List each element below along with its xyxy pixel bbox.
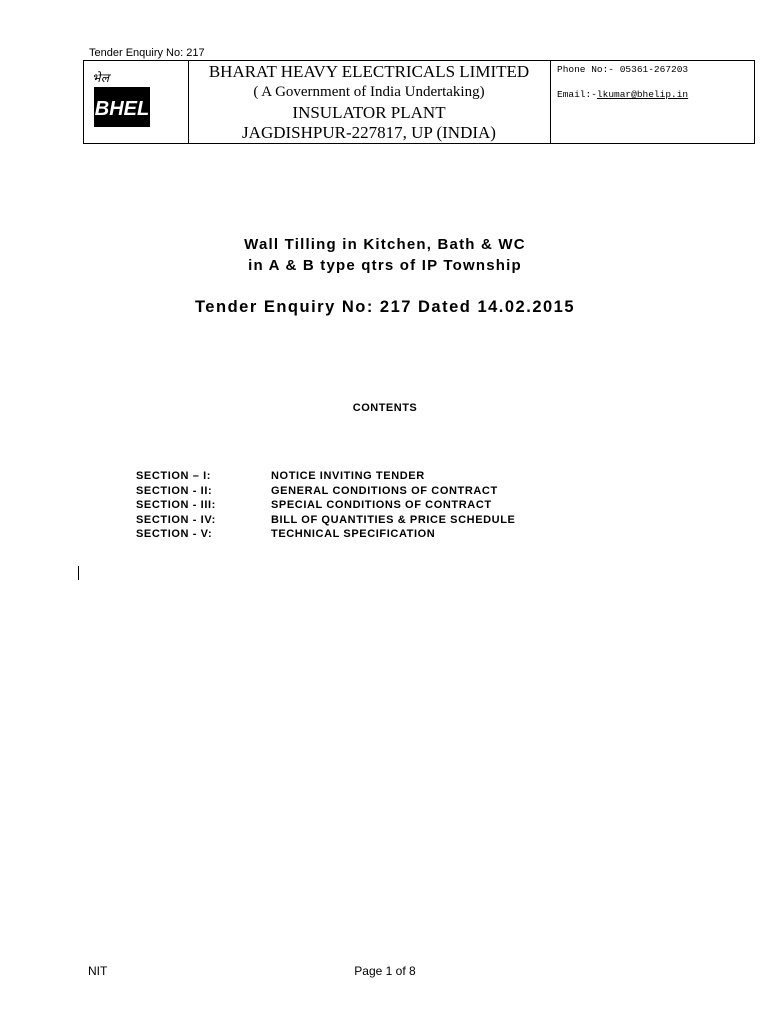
plant-address: JAGDISHPUR-227817, UP (INDIA) — [242, 123, 496, 142]
logo-cell — [84, 61, 189, 143]
section-title: TECHNICAL SPECIFICATION — [271, 528, 436, 540]
section-id: SECTION – I: — [136, 470, 212, 482]
phone-number: Phone No:- 05361-267203 — [557, 64, 689, 75]
top-tender-reference: Tender Enquiry No: 217 — [89, 47, 205, 59]
tender-enquiry-title: Tender Enquiry No: 217 Dated 14.02.2015 — [194, 298, 576, 316]
section-title: BILL OF QUANTITIES & PRICE SCHEDULE — [271, 513, 516, 526]
section-title: GENERAL CONDITIONS OF CONTRACT — [271, 484, 498, 497]
email-link[interactable]: lkumar@bhelip.in — [596, 89, 689, 100]
contents-heading: CONTENTS — [352, 402, 418, 414]
work-title-line-1: Wall Tilling in Kitchen, Bath & WC — [244, 236, 526, 253]
email-prefix: Email:- — [557, 89, 597, 100]
section-id: SECTION - V: — [136, 528, 213, 540]
plant-name: INSULATOR PLANT — [292, 103, 446, 122]
section-id: SECTION - III: — [136, 499, 216, 511]
company-title-cell — [188, 61, 551, 143]
footer-label: NIT — [88, 964, 108, 978]
undertaking-text: ( A Government of India Undertaking) — [253, 84, 485, 100]
contact-cell — [550, 61, 754, 143]
letterhead-table — [83, 60, 755, 144]
section-title: SPECIAL CONDITIONS OF CONTRACT — [271, 499, 492, 511]
company-name: BHARAT HEAVY ELECTRICALS LIMITED — [208, 62, 530, 81]
section-title: NOTICE INVITING TENDER — [271, 470, 425, 482]
work-title-line-2: in A & B type qtrs of IP Township — [248, 257, 522, 274]
email-line — [557, 89, 688, 100]
text-cursor — [78, 566, 79, 580]
svg-text:BHEL: BHEL — [94, 98, 150, 120]
logo-hindi-text: भेल — [92, 71, 110, 85]
section-id: SECTION - IV: — [136, 513, 216, 526]
section-id: SECTION - II: — [136, 484, 213, 497]
page-number: Page 1 of 8 — [354, 964, 416, 978]
bhel-logo-icon — [94, 87, 150, 127]
